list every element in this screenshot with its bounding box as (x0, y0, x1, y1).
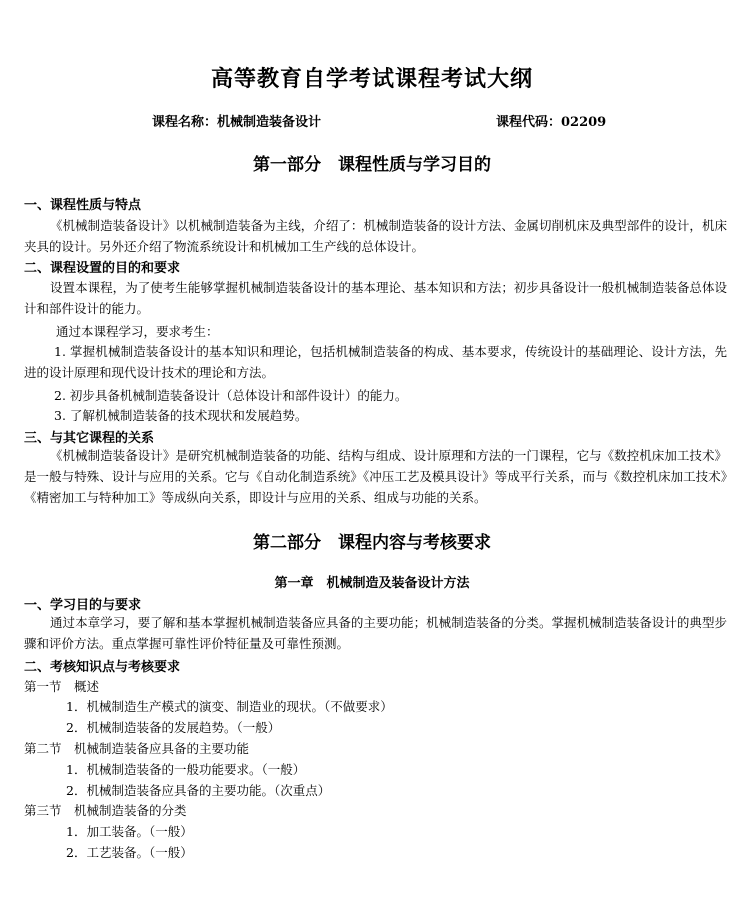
list-item: 2. 初步具备机械制造装备设计（总体设计和部件设计）的能力。 (54, 388, 408, 403)
subsection-title: 第二节 机械制造装备应具备的主要功能 (24, 741, 250, 756)
paragraph: 《机械制造装备设计》是研究机械制造装备的功能、结构与组成、设计原理和方法的一门课程，它与《数控机床加工技术》是一般与特殊、设计与应用的关系。它与《自动化制造系统》《冲压工艺及模具设计》等成平行关系，而与《数控机床加工技术》《精密加工与特种加工》等成纵向关系，即设计与应用的关系、组成与功能的关系。 (24, 448, 727, 505)
part2-heading: 第二部分 课程内容与考核要求 (253, 533, 491, 553)
section-heading: 二、考核知识点与考核要求 (24, 660, 181, 675)
list-item: 2．机械制造装备应具备的主要功能。（次重点） (66, 783, 331, 798)
section-heading: 二、课程设置的目的和要求 (24, 261, 181, 276)
section-heading: 一、学习目的与要求 (24, 598, 142, 613)
section-heading: 一、课程性质与特点 (24, 198, 142, 213)
list-item: 3. 了解机械制造装备的技术现状和发展趋势。 (54, 408, 308, 423)
list-item: 1. 掌握机械制造装备设计的基本知识和理论，包括机械制造装备的构成、基本要求，传统设计的基础理论、设计方法，先进的设计原理和现代设计技术的理论和方法。 (24, 344, 727, 380)
list-item: 1．加工装备。（一般） (66, 824, 193, 839)
list-item: 2．机械制造装备的发展趋势。（一般） (66, 720, 281, 735)
part1-heading: 第一部分 课程性质与学习目的 (253, 155, 491, 175)
paragraph: 设置本课程，为了使考生能够掌握机械制造装备设计的基本理论、基本知识和方法；初步具备设计一般机械制造装备总体设计和部件设计的能力。 (24, 280, 727, 316)
paragraph: 通过本章学习，要了解和基本掌握机械制造装备应具备的主要功能；机械制造装备的分类。掌握机械制造装备设计的典型步骤和评价方法。重点掌握可靠性评价特征量及可靠性预测。 (24, 615, 727, 651)
section-heading: 三、与其它课程的关系 (24, 431, 155, 446)
list-item: 2．工艺装备。（一般） (66, 845, 193, 860)
subsection-title: 第三节 机械制造装备的分类 (24, 803, 187, 818)
document-title: 高等教育自学考试课程考试大纲 (210, 66, 533, 92)
list-item: 1．机械制造装备的一般功能要求。（一般） (66, 762, 306, 777)
course-code: 课程代码：02209 (496, 115, 607, 130)
subsection-title: 第一节 概述 (24, 679, 100, 694)
chapter-heading: 第一章 机械制造及装备设计方法 (274, 576, 470, 591)
course-name: 课程名称：机械制造装备设计 (152, 115, 322, 130)
paragraph: 《机械制造装备设计》以机械制造装备为主线，介绍了：机械制造装备的设计方法、金属切削机床及典型部件的设计，机床夹具的设计。另外还介绍了物流系统设计和机械加工生产线的总体设计。 (24, 218, 727, 254)
paragraph: 通过本课程学习，要求考生： (56, 324, 219, 339)
list-item: 1．机械制造生产模式的演变、制造业的现状。（不做要求） (66, 699, 393, 714)
